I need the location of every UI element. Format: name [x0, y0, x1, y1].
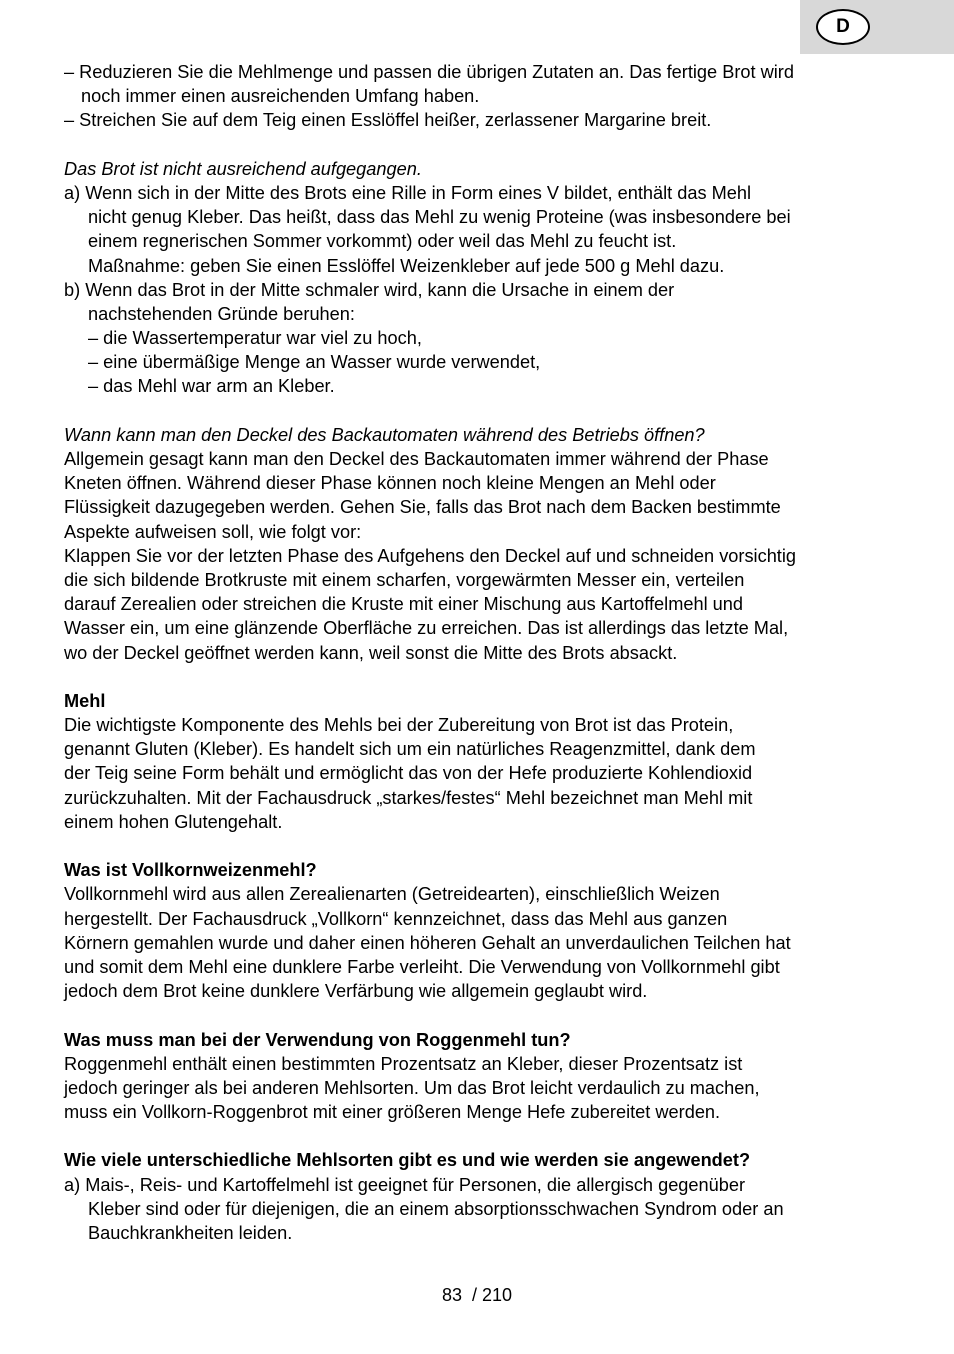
section-heading: Mehl [64, 690, 106, 711]
text-line: Kleber sind oder für diejenigen, die an einem absorptionsschwachen Syndrom oder an [88, 1198, 784, 1219]
paragraph-block [64, 1148, 894, 1245]
page-number: 83 [441, 1285, 462, 1305]
paragraph-gap [64, 1003, 894, 1027]
text-line: einem hohen Glutengehalt. [64, 811, 283, 832]
paragraph-block [64, 1028, 894, 1125]
text-line: muss ein Vollkorn-Roggenbrot mit einer größeren Menge Hefe zubereitet werden. [64, 1102, 721, 1123]
text-line: Allgemein gesagt kann man den Deckel des Backautomaten immer während der Phase [64, 449, 769, 469]
text-line: hergestellt. Der Fachausdruck „Vollkorn“ kennzeichnet, dass das Mehl aus ganzen [64, 908, 728, 929]
paragraph-gap [64, 665, 894, 689]
text-line: – Reduzieren Sie die Mehlmenge und passen die übrigen Zutaten an. Das fertige Brot wird [64, 62, 794, 82]
paragraph-gap [64, 133, 894, 157]
text-line: darauf Zerealien oder streichen die Kruste mit einer Mischung aus Kartoffelmehl und [64, 594, 744, 615]
text-line: die sich bildende Brotkruste mit einem scharfen, vorgewärmten Messer ein, verteilen [64, 569, 745, 590]
paragraph-block [64, 423, 894, 665]
language-tab [800, 0, 954, 54]
text-line: Bauchkrankheiten leiden. [88, 1223, 293, 1243]
text-line: noch immer einen ausreichenden Umfang haben. [81, 86, 480, 107]
text-line: – die Wassertemperatur war viel zu hoch, [88, 328, 422, 349]
text-line: a) Mais-, Reis- und Kartoffelmehl ist geeignet für Personen, die allergisch gegenüber [64, 1174, 746, 1195]
text-line: Roggenmehl enthält einen bestimmten Prozentsatz an Kleber, dieser Prozentsatz ist [64, 1053, 743, 1074]
text-line: der Teig seine Form behält und ermöglicht das von der Hefe produzierte Kohlendioxid [64, 763, 753, 784]
text-line: jedoch dem Brot keine dunklere Verfärbung wie allgemein geglaubt wird. [64, 981, 648, 1002]
paragraph-gap [64, 1124, 894, 1148]
text-line: Körnern gemahlen wurde und daher einen höheren Gehalt an unverdaulichen Teilchen hat [64, 932, 791, 953]
text-line: Klappen Sie vor der letzten Phase des Aufgehens den Deckel auf und schneiden vorsichtig [64, 545, 797, 566]
text-line: Die wichtigste Komponente des Mehls bei der Zubereitung von Brot ist das Protein, [64, 715, 734, 736]
text-line: b) Wenn das Brot in der Mitte schmaler wird, kann die Ursache in einem der [64, 279, 675, 300]
section-heading: Wann kann man den Deckel des Backautomaten während des Betriebs öffnen? [64, 424, 705, 445]
text-line: Wasser ein, um eine glänzende Oberfläche zu erreichen. Das ist allerdings das letzte Mal, [64, 618, 789, 639]
text-line: zurückzuhalten. Mit der Fachausdruck „starkes/festes“ Mehl bezeichnet man Mehl mit [64, 787, 753, 808]
text-line: nachstehenden Gründe beruhen: [88, 303, 355, 324]
section-heading: Was muss man bei der Verwendung von Roggenmehl tun? [64, 1029, 571, 1050]
paragraph-block [64, 157, 894, 399]
text-line: Kneten öffnen. Während dieser Phase können noch kleine Mengen an Mehl oder [64, 473, 716, 494]
language-badge: D [816, 9, 870, 45]
text-line: und somit dem Mehl eine dunklere Farbe verleiht. Die Verwendung von Vollkornmehl gibt [64, 956, 780, 977]
text-line: wo der Deckel geöffnet werden kann, weil sonst die Mitte des Brots absackt. [64, 642, 678, 663]
section-heading: Wie viele unterschiedliche Mehlsorten gibt es und wie werden sie angewendet? [64, 1150, 751, 1171]
text-line: Flüssigkeit dazugegeben werden. Gehen Sie, falls das Brot nach dem Backen bestimmte [64, 497, 781, 518]
text-line: nicht genug Kleber. Das heißt, dass das Mehl zu wenig Proteine (was insbesondere bei [88, 207, 791, 228]
text-line: jedoch geringer als bei anderen Mehlsorten. Um das Brot leicht verdaulich zu machen, [64, 1077, 760, 1098]
paragraph-block [64, 858, 894, 1003]
text-line: – das Mehl war arm an Kleber. [88, 376, 335, 397]
text-line: genannt Gluten (Kleber). Es handelt sich um ein natürliches Reagenzmittel, dank dem [64, 739, 756, 760]
text-line: – eine übermäßige Menge an Wasser wurde verwendet, [88, 352, 541, 373]
text-line: Maßnahme: geben Sie einen Esslöffel Weizenkleber auf jede 500 g Mehl dazu. [88, 255, 725, 276]
section-heading: Das Brot ist nicht ausreichend aufgegangen. [64, 158, 422, 179]
text-line: – Streichen Sie auf dem Teig einen Esslöffel heißer, zerlassener Margarine breit. [64, 110, 712, 131]
paragraph-block [64, 689, 894, 834]
page-total: / 210 [471, 1285, 513, 1305]
section-heading: Was ist Vollkornweizenmehl? [64, 860, 317, 881]
paragraph-gap [64, 399, 894, 423]
paragraph-gap [64, 834, 894, 858]
text-line: einem regnerischen Sommer vorkommt) oder weil das Mehl zu feucht ist. [88, 231, 677, 252]
page-footer [0, 1285, 954, 1306]
text-line: Aspekte aufweisen soll, wie folgt vor: [64, 521, 362, 542]
text-line: a) Wenn sich in der Mitte des Brots eine Rille in Form eines V bildet, enthält das Mehl [64, 182, 752, 203]
text-line: Vollkornmehl wird aus allen Zerealienarten (Getreidearten), einschließlich Weizen [64, 884, 720, 905]
page-body [64, 60, 894, 1245]
paragraph-block [64, 60, 894, 133]
